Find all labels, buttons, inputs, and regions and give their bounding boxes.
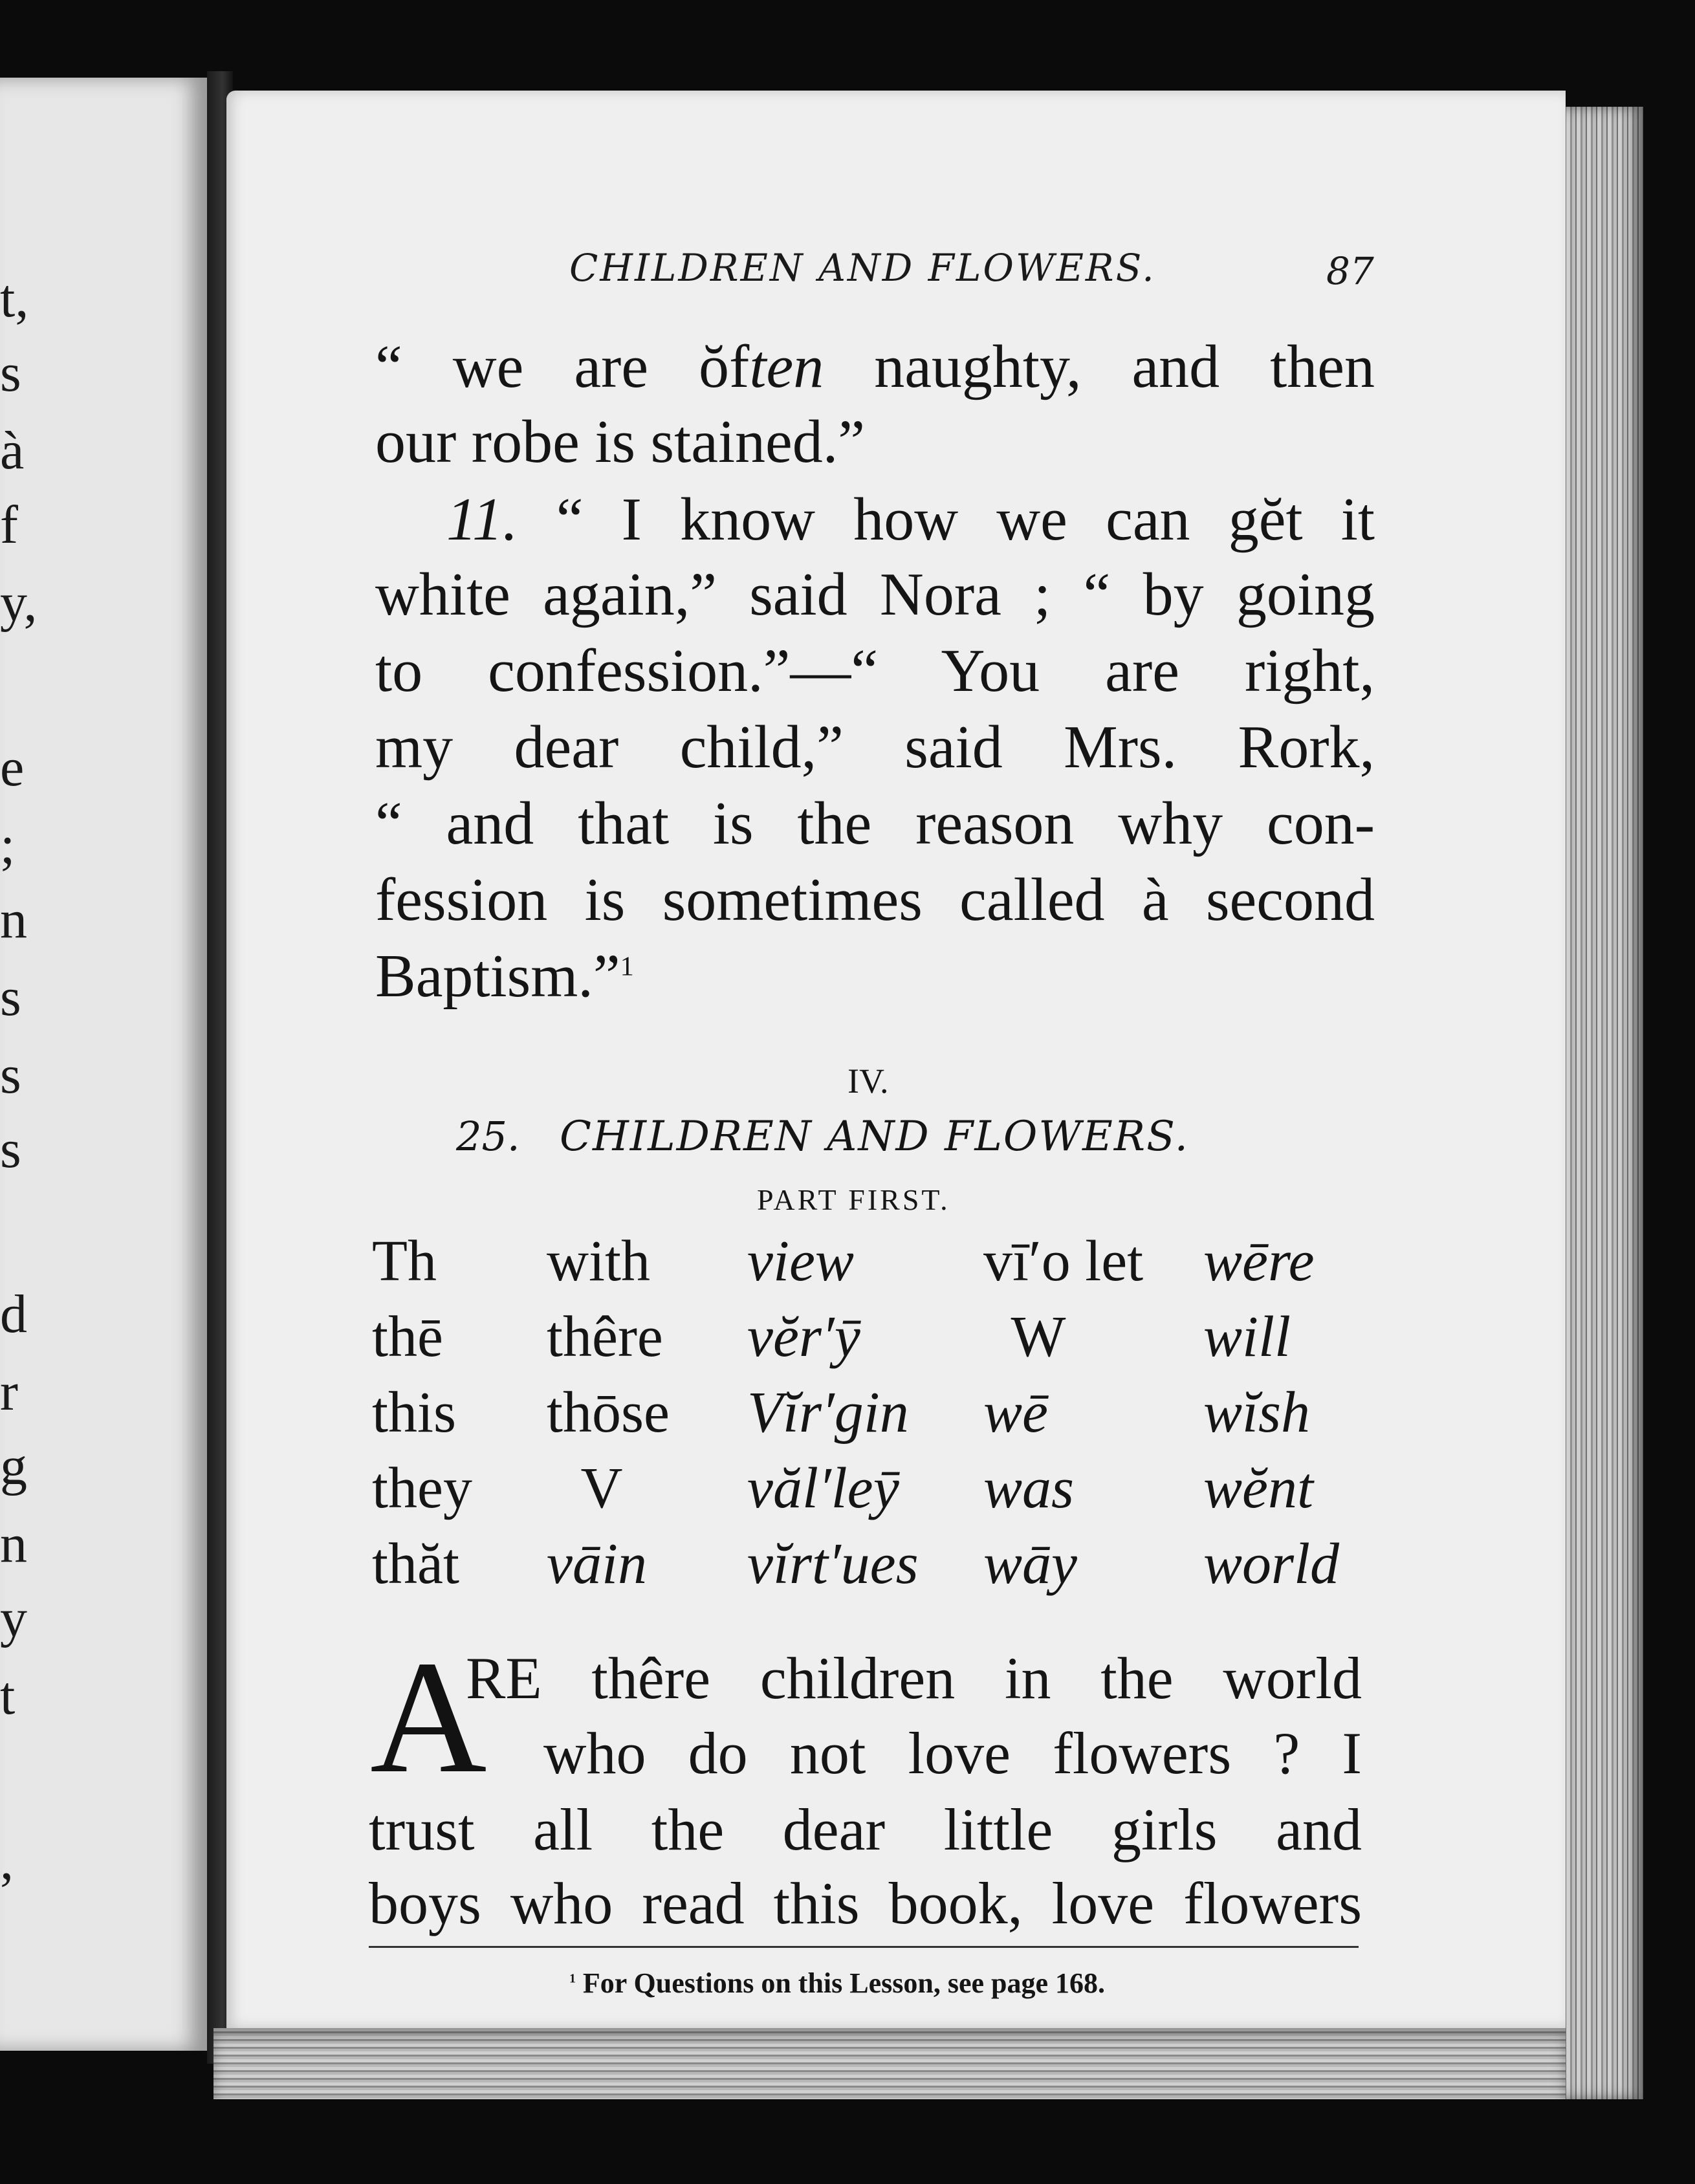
word-cell: they [372, 1456, 472, 1520]
text-line: fession is sometimes called à second [375, 866, 1375, 934]
clipped-text-fragment: , [0, 1831, 14, 1891]
word-cell: wāy [983, 1532, 1077, 1596]
word-cell: thōse [547, 1381, 670, 1445]
section-numeral: IV. [848, 1062, 889, 1100]
clipped-text-fragment: s [0, 1045, 21, 1105]
page-number: 87 [1326, 249, 1374, 293]
clipped-text-fragment: n [0, 890, 27, 950]
word-cell: thăt [372, 1532, 459, 1596]
word-cell: wĕnt [1203, 1456, 1313, 1520]
word-row [372, 1229, 1368, 1308]
clipped-text-fragment: s [0, 1119, 21, 1179]
word-cell: vĭrt′ues [747, 1532, 919, 1596]
footnote-rule [369, 1946, 1359, 1948]
text-line: Baptism.”$^1$ [375, 943, 634, 1010]
clipped-text-fragment: s [0, 343, 21, 403]
clipped-text-fragment: e [0, 737, 25, 798]
word-cell: V [580, 1456, 623, 1520]
word-cell: thē [372, 1305, 443, 1369]
word-cell: wĭsh [1203, 1381, 1311, 1445]
word-cell: wēre [1203, 1229, 1315, 1293]
footnote-reference: 1 [620, 951, 634, 982]
spelling-word-table [372, 1229, 1368, 1611]
clipped-text-fragment: d [0, 1284, 27, 1344]
clipped-text-fragment: r [0, 1362, 18, 1422]
drop-cap: A [370, 1628, 487, 1807]
running-head: CHILDREN AND FLOWERS. [569, 246, 1156, 290]
word-cell: vĕr′ȳ [747, 1305, 860, 1369]
word-cell: vī′o let [983, 1229, 1144, 1293]
clipped-text-fragment: à [0, 420, 25, 481]
text-line: boys who read this book, love flowers [369, 1870, 1362, 1936]
word-cell: thêre [547, 1305, 663, 1369]
page-edges [1556, 107, 1643, 2099]
word-row [372, 1532, 1368, 1611]
footnote: $^1$ For Questions on this Lesson, see page 168. [569, 1967, 1106, 1999]
text-line: my dear child,” said Mrs. Rork, [375, 714, 1375, 781]
word-cell: Th [372, 1229, 437, 1293]
word-cell: with [547, 1229, 651, 1293]
text-line: trust all the dear little girls and [369, 1796, 1362, 1862]
text-line: “ we are ŏften naughty, and then [375, 333, 1375, 400]
lesson-title: CHILDREN AND FLOWERS. [560, 1113, 1189, 1161]
word-cell: wē [983, 1381, 1048, 1445]
word-cell: view [747, 1229, 854, 1293]
text-line: our robe is stained.” [375, 408, 866, 475]
clipped-text-fragment: y, [0, 573, 38, 633]
bottom-page-edges [213, 2028, 1566, 2099]
text-line: white again,” said Nora ; “ by going [375, 561, 1375, 628]
word-cell: this [372, 1381, 457, 1445]
word-row [372, 1305, 1368, 1384]
clipped-text-fragment: y [0, 1588, 27, 1648]
word-cell: will [1203, 1305, 1291, 1369]
text-line: who do not love flowers ? I [543, 1720, 1362, 1786]
word-cell: văl′leȳ [747, 1456, 899, 1520]
clipped-text-fragment: f [0, 495, 18, 555]
clipped-text-fragment: t, [0, 268, 29, 329]
clipped-text-fragment: g [0, 1436, 27, 1496]
word-row [372, 1381, 1368, 1459]
text-line: to confession.”—“ You are right, [375, 637, 1375, 704]
footnote-mark: 1 [569, 1971, 576, 1986]
clipped-text-fragment: s [0, 967, 21, 1027]
text-line: 11. “ I know how we can gĕt it [446, 486, 1375, 553]
word-cell: world [1203, 1532, 1340, 1596]
lesson-number: 25. [456, 1113, 520, 1160]
word-cell: Vĭr′gin [747, 1381, 909, 1445]
word-row [372, 1456, 1368, 1535]
clipped-text-fragment: t [0, 1666, 16, 1726]
clipped-text-fragment: n [0, 1514, 27, 1574]
paragraph-number: 11. [446, 486, 518, 553]
word-cell: vāin [547, 1532, 647, 1596]
word-cell: W [1011, 1305, 1066, 1369]
clipped-text-fragment: ; [0, 815, 16, 875]
word-cell: was [983, 1456, 1075, 1520]
part-label: PART FIRST. [757, 1183, 950, 1216]
text-line: “ and that is the reason why con- [375, 790, 1375, 857]
text-line: RE thêre children in the world [466, 1645, 1362, 1711]
previous-page [0, 78, 207, 2051]
